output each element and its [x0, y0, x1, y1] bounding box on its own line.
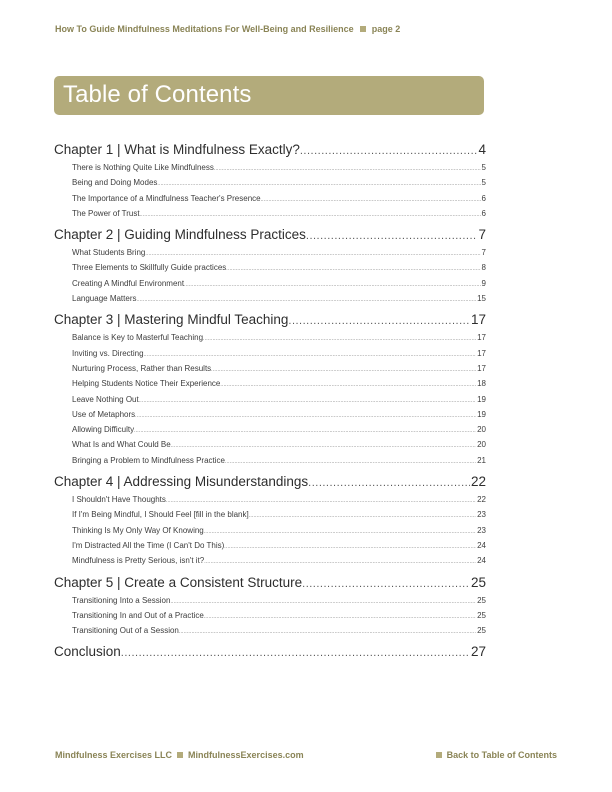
toc-section-page: 24: [477, 556, 486, 566]
square-bullet-icon: [177, 752, 183, 758]
toc-section-entry[interactable]: [54, 260, 486, 275]
toc-chapter-title[interactable]: Chapter 3 | Mastering Mindful Teaching: [54, 312, 289, 328]
toc-section-title[interactable]: Nurturing Process, Rather than Results: [72, 363, 212, 373]
toc-section-page: 8: [481, 263, 486, 273]
toc-section-page: 7: [481, 248, 486, 258]
toc-chapter-title[interactable]: Chapter 5 | Create a Consistent Structure: [54, 574, 303, 590]
toc-section-title[interactable]: Creating A Mindful Environment: [72, 278, 185, 288]
toc-title: Table of Contents: [63, 81, 252, 108]
toc-chapter-page: 27: [470, 644, 486, 660]
square-bullet-icon: [436, 752, 442, 758]
toc-section-entry[interactable]: [54, 623, 486, 638]
dot-leader: [121, 643, 470, 663]
toc-section-title[interactable]: Thinking Is My Only Way Of Knowing: [72, 525, 204, 535]
dot-leader: [204, 555, 476, 570]
footer-left: [55, 750, 304, 760]
toc-section-page: 6: [481, 193, 486, 203]
toc-chapter-page: 22: [470, 474, 486, 490]
toc-section-page: 18: [477, 379, 486, 389]
footer-website-link[interactable]: MindfulnessExercises.com: [188, 750, 304, 760]
toc-section-page: 25: [477, 595, 486, 605]
toc-section-title[interactable]: Helping Students Notice Their Experience: [72, 379, 221, 389]
toc-section-entry[interactable]: [54, 453, 486, 468]
toc-chapter-entry[interactable]: [54, 573, 486, 593]
toc-section-page: 17: [477, 348, 486, 358]
toc-chapter-title[interactable]: Chapter 2 | Guiding Mindfulness Practices: [54, 227, 306, 243]
dot-leader: [135, 409, 476, 424]
toc-section-title[interactable]: Use of Metaphors: [72, 409, 136, 419]
toc-section-title[interactable]: The Importance of a Mindfulness Teacher's Presence: [72, 193, 261, 203]
toc-section-title[interactable]: Mindfulness is Pretty Serious, isn't it?: [72, 556, 205, 566]
dot-leader: [211, 363, 476, 378]
toc-section-title[interactable]: Language Matters: [72, 294, 137, 304]
toc-chapter-page: 25: [470, 574, 486, 590]
toc-chapter-entry[interactable]: [54, 225, 486, 245]
toc-chapter-page: 17: [470, 312, 486, 328]
toc-section-page: 25: [477, 626, 486, 636]
toc-section-title[interactable]: Bringing a Problem to Mindfulness Practice: [72, 455, 225, 465]
dot-leader: [139, 394, 476, 409]
toc-section-page: 6: [481, 208, 486, 218]
dot-leader: [220, 378, 476, 393]
toc-chapter-page: 4: [478, 142, 486, 157]
toc-section-page: 9: [481, 278, 486, 288]
toc-section-entry[interactable]: [54, 346, 486, 361]
toc-section-entry[interactable]: [54, 160, 486, 175]
toc-section-entry[interactable]: [54, 206, 486, 221]
toc-section-page: 19: [477, 409, 486, 419]
footer-company: Mindfulness Exercises LLC: [55, 750, 173, 760]
toc-section-entry[interactable]: [54, 492, 486, 507]
footer-right[interactable]: [436, 750, 557, 760]
dot-leader: [184, 278, 480, 293]
dot-leader: [288, 311, 470, 331]
toc-section-page: 17: [477, 333, 486, 343]
toc-section-page: 23: [477, 525, 486, 535]
toc-section-title[interactable]: What Is and What Could Be: [72, 440, 171, 450]
toc-banner: [54, 76, 484, 115]
toc-section-title[interactable]: Transitioning Out of a Session: [72, 626, 179, 636]
dot-leader: [134, 424, 476, 439]
toc-section-title[interactable]: I'm Distracted All the Time (I Can't Do This): [72, 540, 225, 550]
toc-section-entry[interactable]: [54, 392, 486, 407]
dot-leader: [225, 455, 476, 470]
square-bullet-icon: [360, 26, 366, 32]
toc-chapter-title[interactable]: Chapter 4 | Addressing Misunderstandings: [54, 474, 309, 490]
toc-section-title[interactable]: Transitioning Into a Session: [72, 595, 171, 605]
toc-section-page: 20: [477, 425, 486, 435]
toc-chapter-page: 7: [478, 227, 486, 243]
toc-section-page: 5: [481, 163, 486, 172]
dot-leader: [140, 208, 481, 223]
toc-section-entry[interactable]: [54, 276, 486, 291]
toc-section-entry[interactable]: [54, 593, 486, 608]
toc-section-entry[interactable]: [54, 330, 486, 345]
toc-section-entry[interactable]: [54, 407, 486, 422]
toc-section-page: 15: [477, 294, 486, 304]
dot-leader: [302, 574, 470, 594]
dot-leader: [170, 595, 476, 610]
toc-section-title[interactable]: Inviting vs. Directing: [72, 348, 144, 358]
dot-leader: [224, 540, 476, 555]
toc-section-entry[interactable]: [54, 523, 486, 538]
dot-leader: [204, 610, 476, 625]
toc-section-title[interactable]: I Shouldn't Have Thoughts: [72, 495, 166, 505]
toc-section-entry[interactable]: [54, 361, 486, 376]
toc-section-title[interactable]: Leave Nothing Out: [72, 394, 139, 404]
dot-leader: [306, 226, 478, 246]
toc-section-entry[interactable]: [54, 376, 486, 391]
page-header: [55, 24, 400, 34]
header-title: How To Guide Mindfulness Meditations For Well-Being and Resilience: [55, 24, 354, 34]
toc-section-entry[interactable]: [54, 191, 486, 206]
toc-section-title[interactable]: There is Nothing Quite Like Mindfulness: [72, 163, 214, 172]
toc-section-title[interactable]: Balance is Key to Masterful Teaching: [72, 333, 204, 343]
toc-section-entry[interactable]: [54, 608, 486, 623]
dot-leader: [308, 473, 470, 493]
toc-section-page: 25: [477, 610, 486, 620]
toc-section-title[interactable]: The Power of Trust: [72, 208, 140, 218]
toc-section-page: 24: [477, 540, 486, 550]
dot-leader: [214, 162, 481, 177]
dot-leader: [300, 141, 478, 161]
toc-section-page: 22: [477, 495, 486, 505]
toc-section-page: 19: [477, 394, 486, 404]
toc-section-entry[interactable]: [54, 507, 486, 522]
toc-chapter-title[interactable]: Chapter 1 | What is Mindfulness Exactly?: [54, 142, 300, 157]
toc-section-entry[interactable]: [54, 553, 486, 568]
toc-section-title[interactable]: Transitioning In and Out of a Practice: [72, 610, 204, 620]
toc-section-title[interactable]: Being and Doing Modes: [72, 178, 158, 188]
dot-leader: [137, 293, 477, 308]
toc-section-entry[interactable]: [54, 245, 486, 260]
toc-section-page: 21: [477, 455, 486, 465]
toc-chapter-entry[interactable]: [54, 140, 486, 160]
toc-section-page: 5: [481, 178, 486, 188]
dot-leader: [203, 332, 476, 347]
toc-section-title[interactable]: What Students Bring: [72, 248, 146, 258]
toc-chapter-title[interactable]: Conclusion: [54, 644, 121, 660]
toc-section-page: 20: [477, 440, 486, 450]
toc-section-page: 23: [477, 510, 486, 520]
toc-chapter-entry[interactable]: [54, 310, 486, 330]
toc-section-title[interactable]: Three Elements to Skillfully Guide practices: [72, 263, 227, 273]
toc-chapter-entry[interactable]: [54, 642, 486, 662]
toc-section-entry[interactable]: [54, 422, 486, 437]
dot-leader: [226, 262, 480, 277]
toc-section-entry[interactable]: [54, 538, 486, 553]
toc-section-page: 17: [477, 363, 486, 373]
dot-leader: [249, 509, 476, 524]
table-of-contents: [54, 140, 486, 662]
toc-section-title[interactable]: Allowing Difficulty: [72, 425, 135, 435]
dot-leader: [261, 193, 481, 208]
toc-chapter-entry[interactable]: [54, 472, 486, 492]
toc-section-entry[interactable]: [54, 175, 486, 190]
dot-leader: [179, 625, 476, 640]
toc-section-entry[interactable]: [54, 291, 486, 306]
toc-section-entry[interactable]: [54, 437, 486, 452]
back-to-toc-link[interactable]: Back to Table of Contents: [446, 750, 557, 760]
dot-leader: [204, 525, 476, 540]
toc-section-title[interactable]: If I'm Being Mindful, I Should Feel [fill in the blank]: [72, 510, 249, 520]
header-page-number: page 2: [371, 24, 401, 34]
